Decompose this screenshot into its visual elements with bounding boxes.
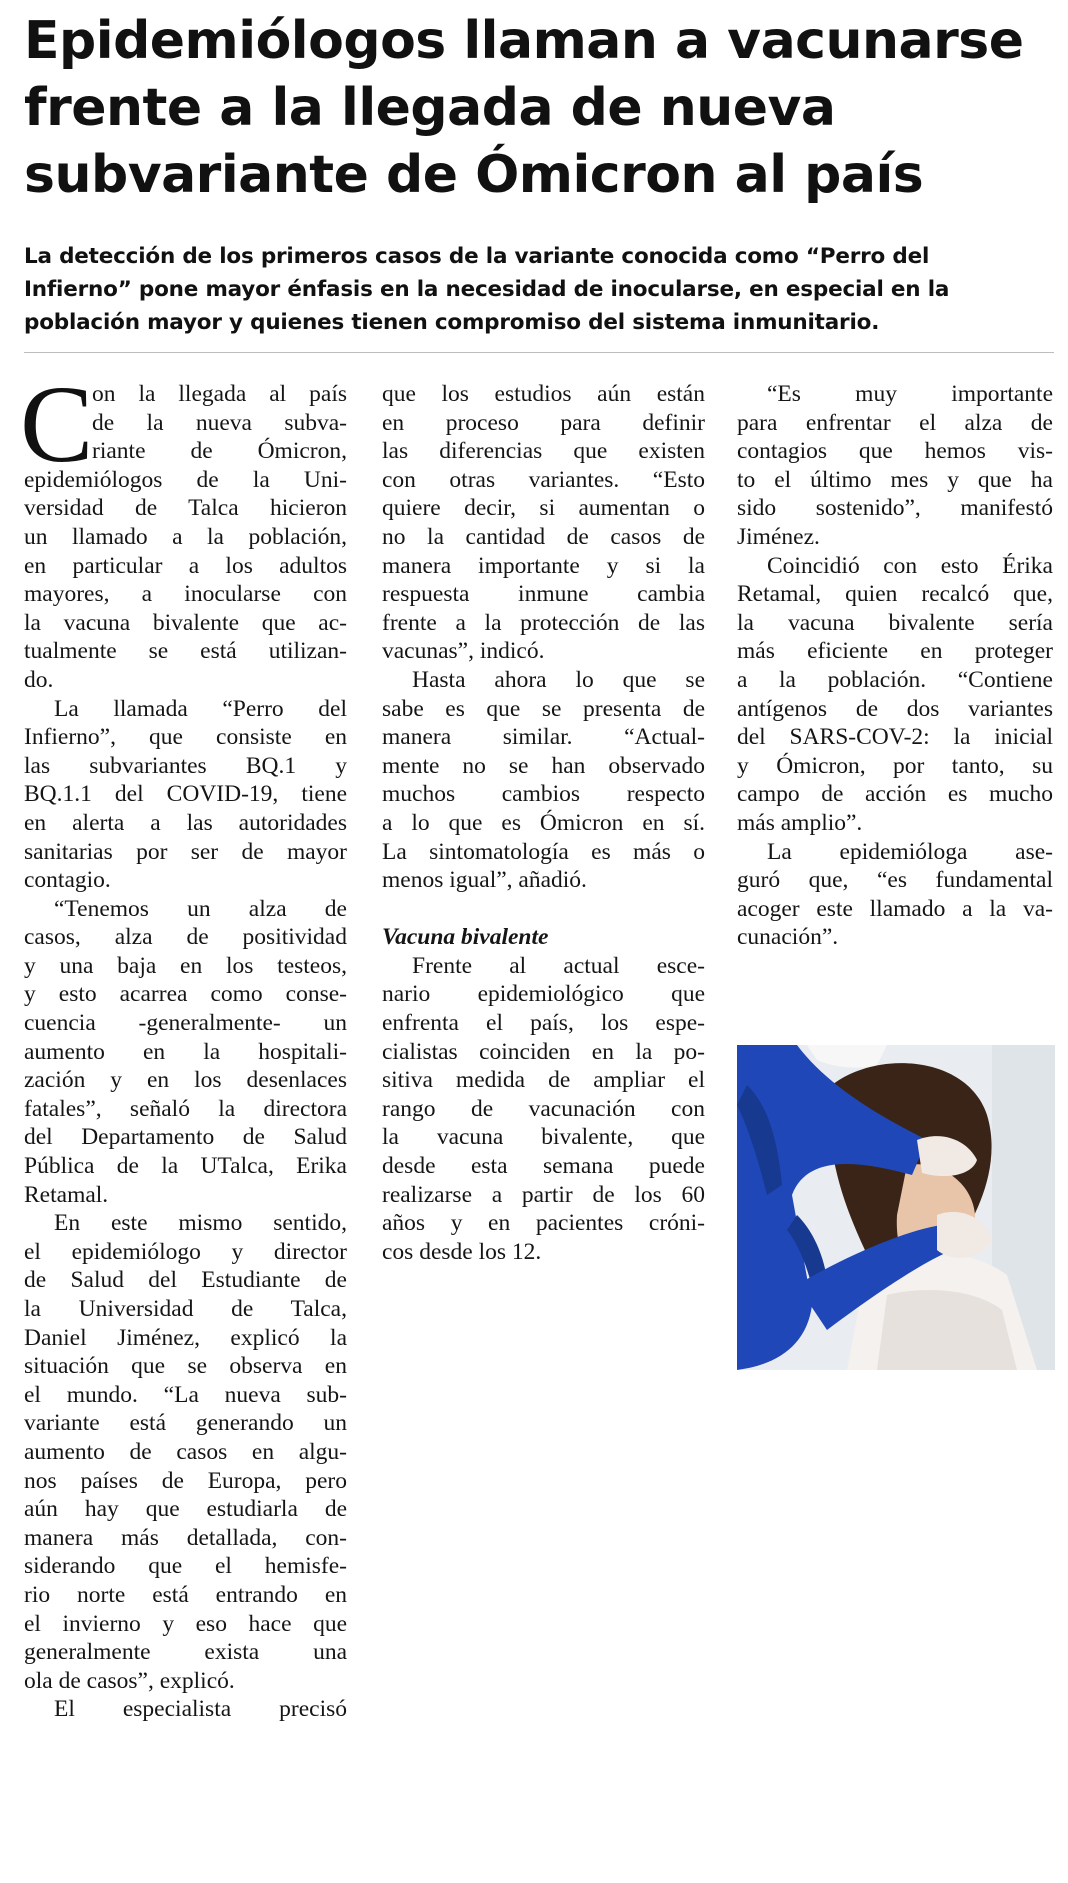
text-line: tualmente se está utilizan- — [24, 638, 347, 665]
text-line: a la población. “Contiene — [737, 666, 1053, 693]
text-line: on la llegada al país — [92, 381, 347, 407]
text-line: realizarse a partir de los 60 — [382, 1181, 705, 1208]
headline-line: frente a la llegada de nueva — [24, 78, 836, 138]
text-line: La sintomatología es más o — [382, 838, 705, 865]
text-line: campo de acción es mucho — [737, 781, 1053, 808]
drop-cap: C — [20, 363, 94, 485]
deck-line: Infierno” pone mayor énfasis en la necesidad de inocularse, en especial en la — [24, 277, 950, 302]
text-line: antígenos de dos variantes — [737, 695, 1053, 722]
text-line: aún hay que estudiarla de — [24, 1496, 347, 1523]
text-line: Jiménez. — [737, 523, 820, 550]
text-line: Coincidió con esto Érika — [767, 552, 1053, 579]
text-line: contagio. — [24, 867, 111, 894]
text-line: aumento de casos en algu- — [24, 1438, 347, 1465]
text-line: variante está generando un — [24, 1410, 347, 1437]
text-line: la vacuna bivalente sería — [737, 609, 1053, 636]
text-line: “Tenemos un alza de — [54, 895, 347, 922]
text-line: sitiva medida de ampliar el — [382, 1067, 705, 1094]
text-line: BQ.1.1 del COVID-19, tiene — [24, 781, 347, 808]
headline-line: Epidemiólogos llaman a vacunarse — [24, 11, 1024, 71]
article-column-1 — [20, 363, 347, 1724]
text-line: La llamada “Perro del — [54, 695, 347, 722]
text-line: siderando que el hemisfe- — [24, 1553, 347, 1580]
text-line: guró que, “es fundamental — [737, 867, 1053, 894]
headline-line: subvariante de Ómicron al país — [24, 145, 924, 205]
text-line: enfrenta el país, los espe- — [382, 1010, 705, 1037]
deck-summary — [24, 240, 1054, 339]
text-line: generalmente exista una — [24, 1639, 347, 1666]
text-line: Hasta ahora lo que se — [412, 666, 705, 693]
text-line: do. — [24, 666, 54, 693]
text-line: ola de casos”, explicó. — [24, 1667, 235, 1694]
text-line: En este mismo sentido, — [54, 1210, 347, 1237]
text-line: y esto acarrea como conse- — [24, 981, 347, 1008]
text-line: el epidemiólogo y director — [24, 1238, 347, 1265]
headline — [24, 8, 1054, 209]
text-line: a lo que es Ómicron en sí. — [382, 809, 705, 836]
text-line: cunación”. — [737, 924, 839, 951]
text-line: la Universidad de Talca, — [24, 1296, 347, 1322]
text-line: del Departamento de Salud — [24, 1124, 347, 1151]
text-line: que los estudios aún están — [382, 381, 705, 407]
text-line: frente a la protección de las — [382, 609, 705, 636]
text-line: aumento en la hospitali- — [24, 1038, 347, 1065]
text-line: nario epidemiológico que — [382, 981, 705, 1008]
text-line: el invierno y eso hace que — [24, 1610, 347, 1637]
divider-rule — [24, 352, 1054, 353]
text-line: sabe es que se presenta de — [382, 695, 705, 722]
text-line: Frente al actual esce- — [412, 952, 705, 979]
text-line: quiere decir, si aumentan o — [382, 495, 705, 522]
article-column-3 — [737, 380, 1053, 952]
text-line: contagios que hemos vis- — [737, 438, 1053, 465]
text-line: cuencia -generalmente- un — [24, 1010, 347, 1037]
text-line: del SARS-COV-2: la inicial — [737, 724, 1053, 751]
text-line: y una baja en los testeos, — [24, 952, 347, 979]
text-line: acoger este llamado a la va- — [737, 895, 1053, 922]
article-column-2 — [382, 380, 705, 1266]
text-line: en particular a los adultos — [24, 552, 347, 579]
text-line: cialistas coinciden en la po- — [382, 1038, 705, 1065]
text-line: menos igual”, añadió. — [382, 867, 587, 894]
text-line: manera más detallada, con- — [24, 1524, 347, 1551]
text-line: respuesta inmune cambia — [382, 581, 705, 608]
text-line: Retamal, quien recalcó que, — [737, 581, 1053, 608]
text-line: “Es muy importante — [767, 381, 1053, 407]
text-line: to el último mes y que ha — [737, 466, 1053, 493]
text-line: cos desde los 12. — [382, 1238, 542, 1265]
section-subhead: Vacuna bivalente — [382, 924, 549, 951]
text-line: en alerta a las autoridades — [24, 809, 347, 836]
text-line: zación y en los desenlaces — [24, 1067, 347, 1094]
deck-line: La detección de los primeros casos de la variante conocida como “Perro del — [24, 244, 930, 269]
text-line: nos países de Europa, pero — [24, 1467, 347, 1494]
text-line: El especialista precisó — [54, 1696, 347, 1723]
text-line: las subvariantes BQ.1 y — [24, 752, 347, 779]
vaccination-photo-icon — [737, 1045, 1055, 1370]
text-line: las diferencias que existen — [382, 438, 705, 465]
text-line: riante de Ómicron, — [92, 438, 347, 465]
text-line: con otras variantes. “Esto — [382, 466, 705, 493]
text-line: para enfrentar el alza de — [737, 409, 1053, 436]
text-line: casos, alza de positividad — [24, 924, 347, 951]
text-line: sido sostenido”, manifestó — [737, 495, 1053, 522]
text-line: manera similar. “Actual- — [382, 724, 705, 751]
text-line: Retamal. — [24, 1181, 109, 1208]
text-line: vacunas”, indicó. — [382, 638, 545, 665]
text-line: epidemiólogos de la Uni- — [24, 466, 347, 493]
text-line: situación que se observa en — [24, 1353, 347, 1380]
text-line: rio norte está entrando en — [24, 1581, 347, 1608]
text-line: La epidemióloga ase- — [767, 838, 1053, 865]
text-line: versidad de Talca hicieron — [24, 495, 347, 522]
text-line: más eficiente en proteger — [737, 638, 1053, 665]
text-line: Daniel Jiménez, explicó la — [24, 1324, 347, 1351]
text-line: mayores, a inocularse con — [24, 581, 347, 608]
text-line: la vacuna bivalente que ac- — [24, 609, 347, 636]
text-line: el mundo. “La nueva sub- — [24, 1381, 347, 1408]
text-line: sanitarias por ser de mayor — [24, 838, 347, 865]
text-line: rango de vacunación con — [382, 1095, 705, 1122]
text-line: muchos cambios respecto — [382, 781, 705, 808]
text-line: no la cantidad de casos de — [382, 523, 705, 550]
text-line: de la nueva subva- — [92, 409, 347, 436]
text-line: manera importante y si la — [382, 552, 705, 579]
text-line: Infierno”, que consiste en — [24, 724, 347, 751]
text-line: un llamado a la población, — [24, 523, 347, 550]
text-line: fatales”, señaló la directora — [24, 1095, 347, 1122]
text-line: de Salud del Estudiante de — [24, 1267, 347, 1294]
text-line: mente no se han observado — [382, 752, 705, 779]
vaccination-photo — [737, 1045, 1055, 1370]
text-line: años y en pacientes cróni- — [382, 1210, 705, 1237]
text-line: en proceso para definir — [382, 409, 705, 436]
text-line: Pública de la UTalca, Erika — [24, 1153, 347, 1180]
text-line: y Ómicron, por tanto, su — [737, 752, 1053, 779]
text-line: la vacuna bivalente, que — [382, 1124, 705, 1151]
text-line: desde esta semana puede — [382, 1153, 705, 1180]
deck-line: población mayor y quienes tienen compromiso del sistema inmunitario. — [24, 310, 880, 335]
text-line: más amplio”. — [737, 809, 863, 836]
